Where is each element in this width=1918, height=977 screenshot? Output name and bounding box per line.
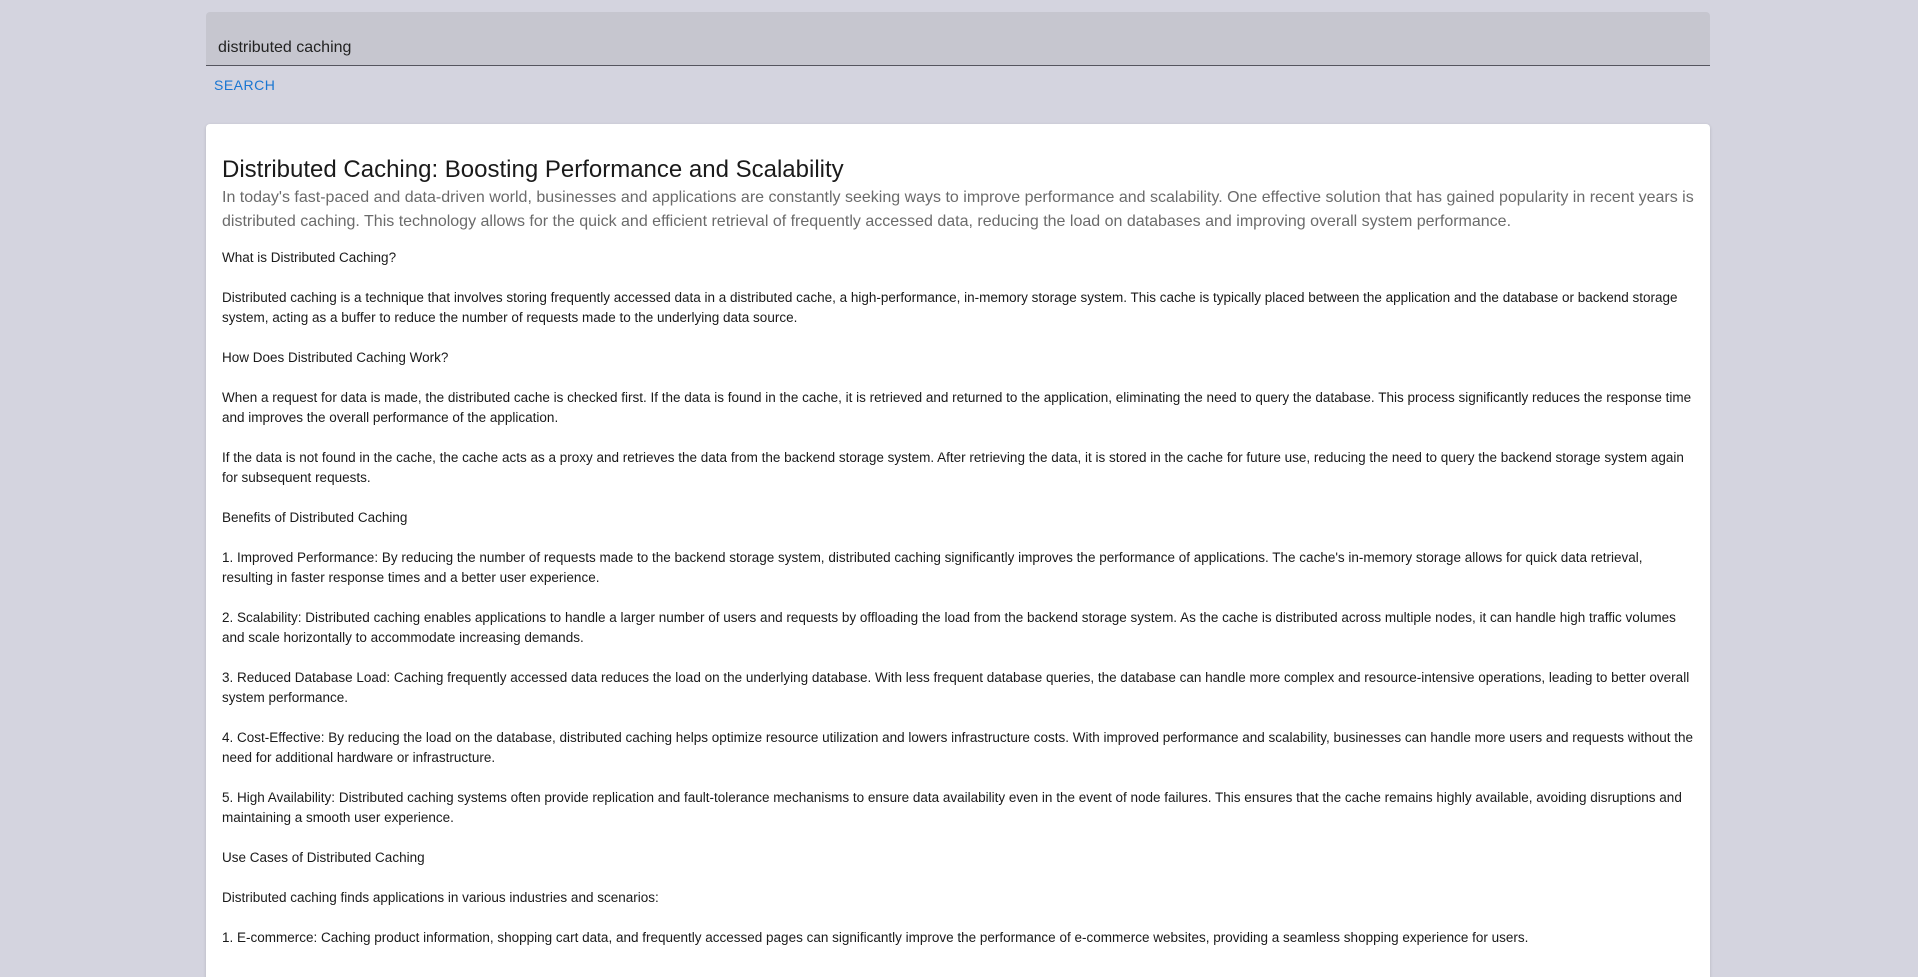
article-body bbox=[222, 248, 1694, 948]
article-heading-how-it-works: How Does Distributed Caching Work? bbox=[222, 350, 449, 365]
search-button[interactable]: SEARCH bbox=[206, 70, 283, 100]
article-paragraph: 2. Scalability: Distributed caching enables applications to handle a larger number of users and requests by offloading the load from the backend storage system. As the cache is distributed across multiple nodes, it can handle high traffic volumes and scale horizontally to accommodate increasing demands. bbox=[222, 610, 1676, 645]
article-subtitle: In today's fast-paced and data-driven world, businesses and applications are constantly seeking ways to improve performance and scalability. One effective solution that has gained popularity in recent years is distributed caching. This technology allows for the quick and efficient retrieval of frequently accessed data, reducing the load on databases and improving overall system performance. bbox=[222, 189, 1694, 230]
article-paragraph: 4. Cost-Effective: By reducing the load on the database, distributed caching helps optimize resource utilization and lowers infrastructure costs. With improved performance and scalability, businesses can handle more users and requests without the need for additional hardware or infrastructure. bbox=[222, 730, 1694, 765]
article-paragraph: 3. Reduced Database Load: Caching frequently accessed data reduces the load on the underlying database. With less frequent database queries, the database can handle more complex and resource-intensive operations, leading to better overall system performance. bbox=[222, 670, 1690, 705]
article-paragraph: When a request for data is made, the distributed cache is checked first. If the data is found in the cache, it is retrieved and returned to the application, eliminating the need to query the database. This process significantly reduces the response time and improves the overall performance of the application. bbox=[222, 390, 1692, 425]
search-field[interactable] bbox=[206, 12, 1710, 66]
article-paragraph: Distributed caching is a technique that involves storing frequently accessed data in a distributed cache, a high-performance, in-memory storage system. This cache is typically placed between the application and the database or backend storage system, acting as a buffer to reduce the number of requests made to the underlying data source. bbox=[222, 290, 1678, 325]
article-heading-use-cases: Use Cases of Distributed Caching bbox=[222, 850, 425, 865]
article-card bbox=[206, 124, 1710, 977]
article-title: Distributed Caching: Boosting Performance and Scalability bbox=[222, 156, 844, 183]
article-heading-benefits: Benefits of Distributed Caching bbox=[222, 510, 408, 525]
article-paragraph: 1. E-commerce: Caching product information, shopping cart data, and frequently accessed pages can significantly improve the performance of e-commerce websites, providing a seamless shopping experience for users. bbox=[222, 930, 1529, 945]
search-input[interactable] bbox=[218, 36, 1688, 60]
article-paragraph: If the data is not found in the cache, the cache acts as a proxy and retrieves the data from the backend storage system. After retrieving the data, it is stored in the cache for future use, reducing the need to query the backend storage system again for subsequent requests. bbox=[222, 450, 1684, 485]
article-paragraph: Distributed caching finds applications in various industries and scenarios: bbox=[222, 890, 659, 905]
article-paragraph: 1. Improved Performance: By reducing the number of requests made to the backend storage system, distributed caching significantly improves the performance of applications. The cache's in-memory storage allows for quick data retrieval, resulting in faster response times and a better user experience. bbox=[222, 550, 1643, 585]
article-paragraph: 5. High Availability: Distributed caching systems often provide replication and fault-tolerance mechanisms to ensure data availability even in the event of node failures. This ensures that the cache remains highly available, avoiding disruptions and maintaining a smooth user experience. bbox=[222, 790, 1682, 825]
article-heading-what-is: What is Distributed Caching? bbox=[222, 250, 397, 265]
